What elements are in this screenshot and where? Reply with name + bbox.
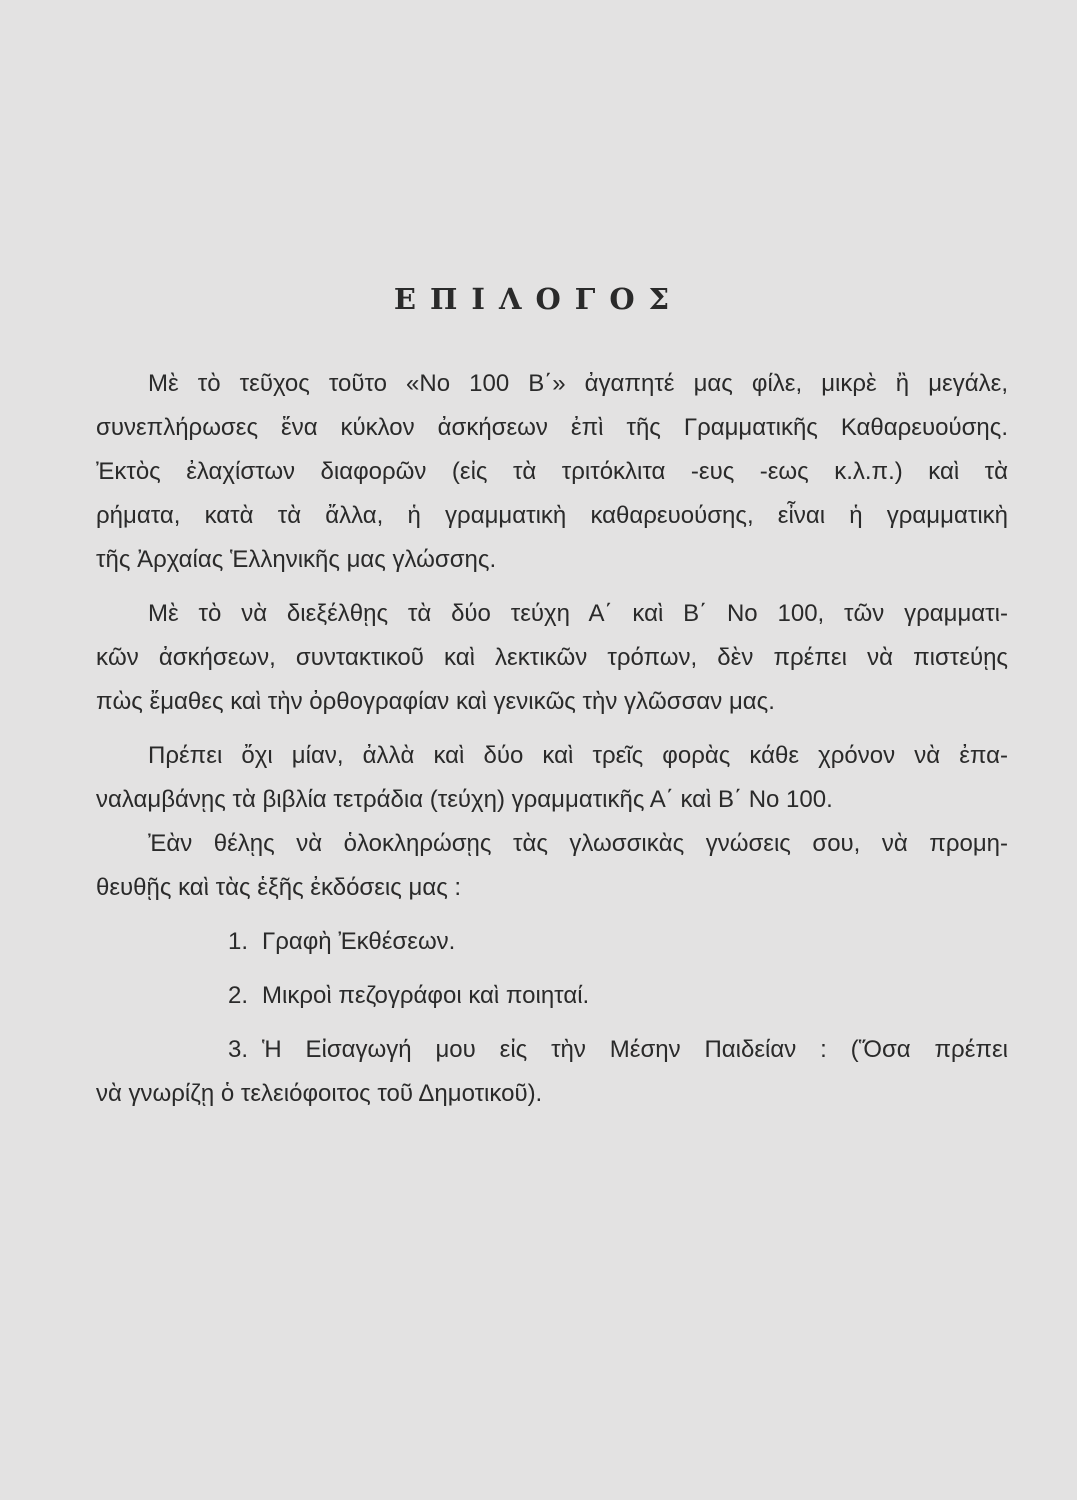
page-title: ΕΠΙΛΟΓΟΣ [393,282,684,316]
text-line: ρήματα, κατὰ τὰ ἄλλα, ἡ γραμματικὴ καθαρευούσης, εἶναι ἡ γραμματικὴ [96,502,1008,529]
list-item-continuation: νὰ γνωρίζῃ ὁ τελειόφοιτος τοῦ Δημοτικοῦ). [96,1080,543,1107]
list-item-number: 1. [228,928,249,955]
text-line: συνεπλήρωσες ἕνα κύκλον ἀσκήσεων ἐπὶ τῆς Γραμματικῆς Καθαρευούσης. [96,414,1008,441]
list-item-text: Μικροὶ πεζογράφοι καὶ ποιηταί. [262,982,590,1009]
text-line: Πρέπει ὄχι μίαν, ἀλλὰ καὶ δύο καὶ τρεῖς φορὰς κάθε χρόνον νὰ ἐπα- [148,742,1008,769]
text-line: θευθῇς καὶ τὰς ἑξῆς ἐκδόσεις μας : [96,874,462,901]
list-item-number: 3. [228,1036,249,1063]
body-text [96,362,1008,1116]
list-item [96,920,1008,964]
list-item [96,1028,1008,1072]
publication-list [96,920,1008,1116]
list-item [96,974,1008,1018]
text-line: ναλαμβάνῃς τὰ βιβλία τετράδια (τεύχη) γραμματικῆς Α΄ καὶ Β΄ Νο 100. [96,786,833,813]
list-item-text: Γραφὴ Ἐκθέσεων. [262,928,456,955]
paragraph-2 [96,592,1008,724]
text-line: κῶν ἀσκήσεων, συντακτικοῦ καὶ λεκτικῶν τρόπων, δὲν πρέπει νὰ πιστεύῃς [96,644,1008,671]
paragraph-4 [96,822,1008,910]
list-item-number: 2. [228,982,249,1009]
paragraph-1 [96,362,1008,582]
text-line: Ἐὰν θέλῃς νὰ ὁλοκληρώσῃς τὰς γλωσσικὰς γνώσεις σου, νὰ προμη- [148,830,1008,857]
text-line: Μὲ τὸ νὰ διεξέλθῃς τὰ δύο τεύχη Α΄ καὶ Β΄ Νο 100, τῶν γραμματι- [148,600,1008,627]
text-line: Ἐκτὸς ἐλαχίστων διαφορῶν (εἰς τὰ τριτόκλιτα -ευς -εως κ.λ.π.) καὶ τὰ [96,458,1008,485]
list-item-text: Ἡ Εἰσαγωγή μου εἰς τὴν Μέσην Παιδείαν : (Ὅσα πρέπει [262,1036,1008,1063]
text-line: Μὲ τὸ τεῦχος τοῦτο «Νο 100 Β΄» ἀγαπητέ μας φίλε, μικρὲ ἢ μεγάλε, [148,370,1008,397]
paragraph-3 [96,734,1008,822]
text-line: πὼς ἔμαθες καὶ τὴν ὀρθογραφίαν καὶ γενικῶς τὴν γλῶσσαν μας. [96,688,775,715]
text-line: τῆς Ἀρχαίας Ἑλληνικῆς μας γλώσσης. [96,546,497,573]
